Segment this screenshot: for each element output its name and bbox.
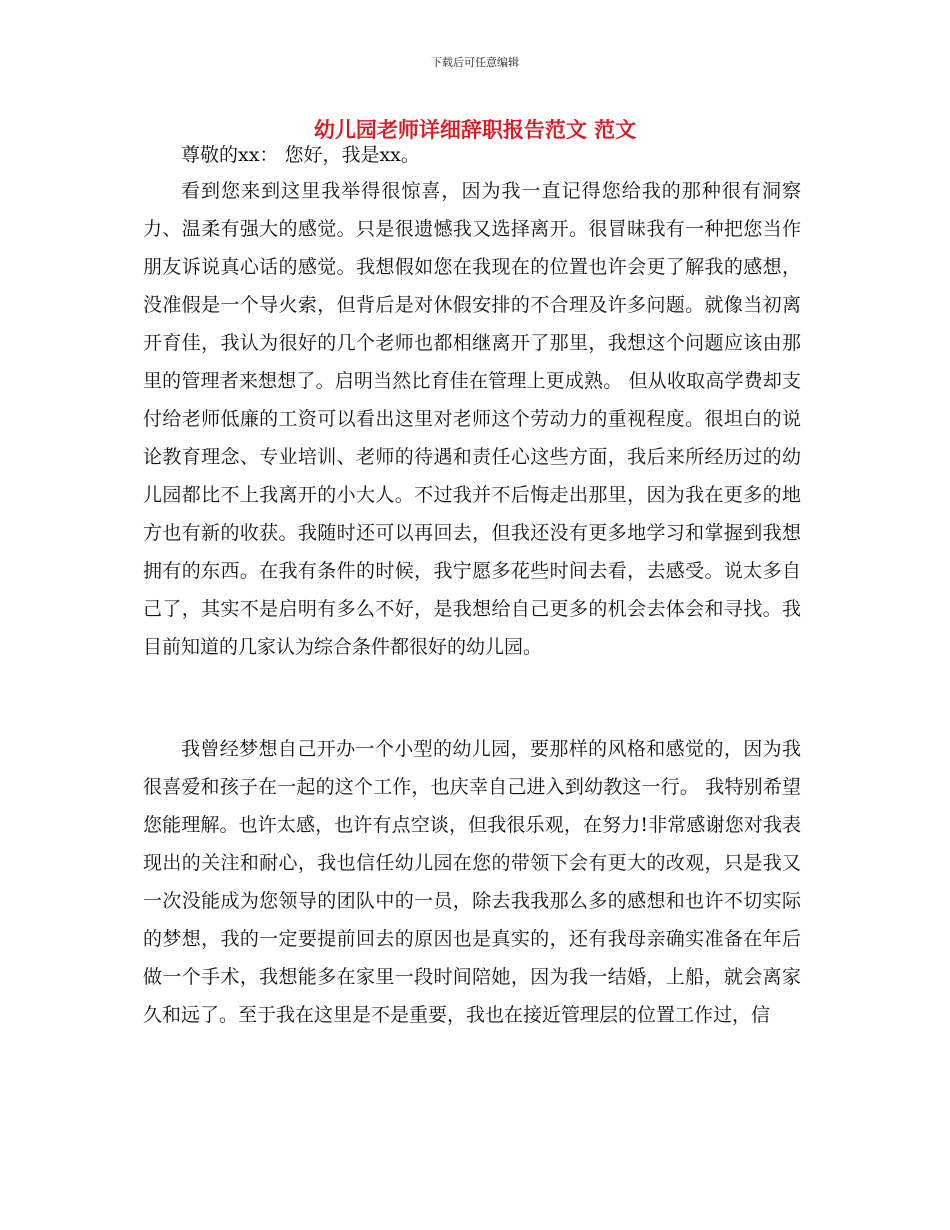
page-header: 下载后可任意编辑 — [431, 56, 519, 69]
body-paragraph-2: 我曾经梦想自己开办一个小型的幼儿园，要那样的风格和感觉的，因为我很喜爱和孩子在一起的这个工作，也庆幸自己进入到幼教这一行。 我特别希望您能理解。也许太感，也许有点空谈，但我很乐观，在努力!非常感谢您对我表现出的关注和耐心，我也信任幼儿园在您的带领下会有更大的改观，只是我又一次没能成为您领导的团队中的一员，除去我我那么多的感想和也许不切实际的梦想，我的一定要提前回去的原因也是真实的，还有我母亲确实准备在年后做一个手术，我想能多在家里一段时间陪她，因为我一结婚，上船，就会离家久和远了。至于我在这里是不是重要，我也在接近管理层的位置工作过，信 — [143, 738, 801, 1026]
paragraph-block-2 — [143, 730, 801, 1034]
salutation-block — [143, 140, 801, 170]
body-paragraph-1: 看到您来到这里我举得很惊喜，因为我一直记得您给我的那种很有洞察力、温柔有强大的感觉。只是很遗憾我又选择离开。很冒昧我有一种把您当作朋友诉说真心话的感觉。我想假如您在我现在的位置也许会更了解我的感想，没准假是一个导火索，但背后是对休假安排的不合理及许多问题。就像当初离开育佳，我认为很好的几个老师也都相继离开了那里，我想这个问题应该由那里的管理者来想想了。启明当然比育佳在管理上更成熟。 但从收取高学费却支付给老师低廉的工资可以看出这里对老师这个劳动力的重视程度。很坦白的说论教育理念、专业培训、老师的待遇和责任心这些方面，我后来所经历过的幼儿园都比不上我离开的小大人。不过我并不后悔走出那里，因为我在更多的地方也有新的收获。我随时还可以再回去，但我还没有更多地学习和掌握到我想拥有的东西。在我有条件的时候，我宁愿多花些时间去看，去感受。说太多自己了，其实不是启明有多么不好，是我想给自己更多的机会去体会和寻找。我目前知道的几家认为综合条件都很好的幼儿园。 — [143, 180, 801, 658]
salutation-line: 尊敬的xx： 您好，我是xx。 — [181, 144, 420, 166]
paragraph-block-1 — [143, 172, 801, 666]
document-title: 幼儿园老师详细辞职报告范文 范文 — [313, 117, 637, 142]
